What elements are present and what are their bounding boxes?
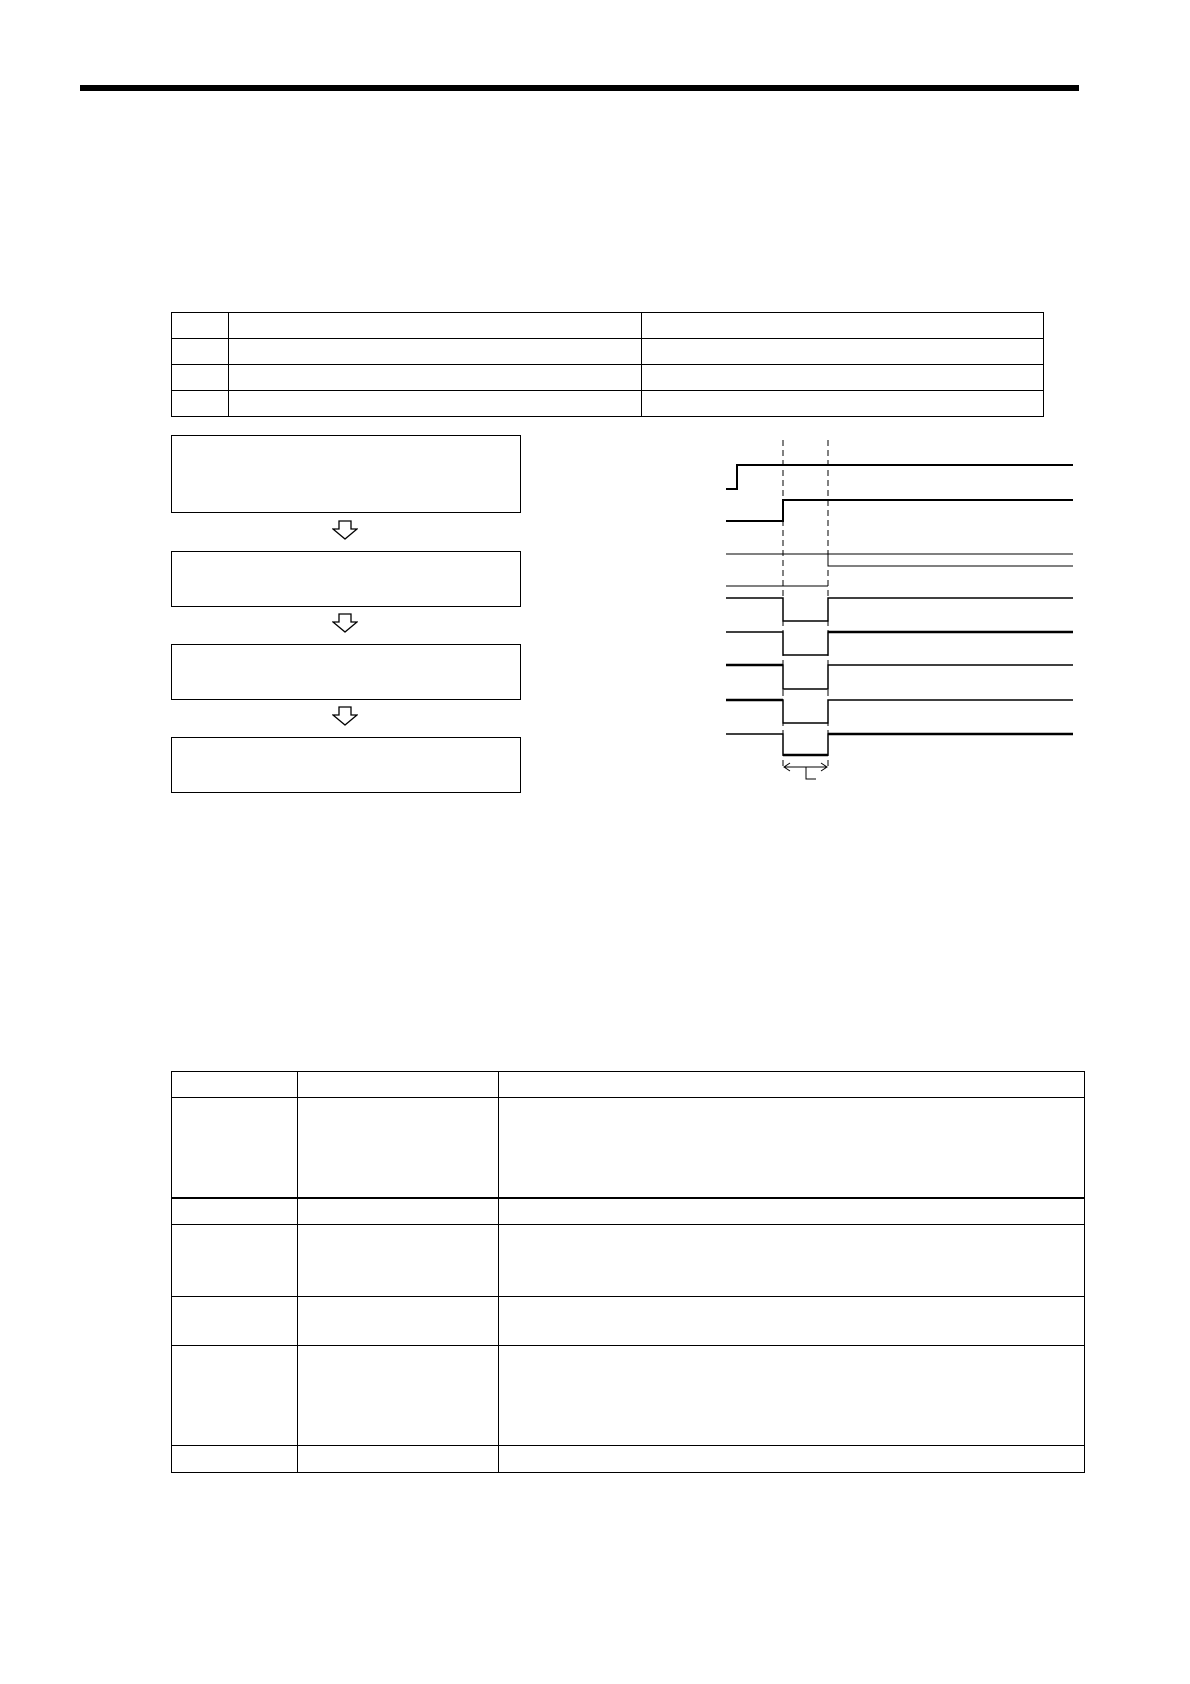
table-cell	[298, 1346, 499, 1446]
timing-signal-2	[726, 500, 1073, 521]
flow-box-2	[171, 551, 521, 607]
table-row	[172, 1198, 1085, 1225]
down-arrow-icon	[332, 706, 358, 726]
table-row	[172, 1297, 1085, 1346]
table-cell	[172, 365, 229, 391]
table-row	[172, 1346, 1085, 1446]
table-cell	[172, 1098, 298, 1198]
table-row	[172, 1225, 1085, 1297]
table-cell	[229, 391, 642, 417]
table-cell	[229, 365, 642, 391]
table-cell	[298, 1225, 499, 1297]
timing-signal-7	[726, 700, 1073, 723]
table-cell	[298, 1297, 499, 1346]
top-table	[171, 312, 1044, 417]
table-cell	[172, 1346, 298, 1446]
table-cell	[499, 1346, 1085, 1446]
table-cell	[499, 1198, 1085, 1225]
timing-signal-8	[726, 734, 1073, 755]
table-cell	[499, 1225, 1085, 1297]
table-cell	[172, 339, 229, 365]
table-cell	[642, 391, 1044, 417]
table-cell	[499, 1098, 1085, 1198]
table-cell	[298, 1198, 499, 1225]
table-row	[172, 391, 1044, 417]
table-cell	[499, 1297, 1085, 1346]
table-cell	[499, 1446, 1085, 1473]
table-cell	[229, 313, 642, 339]
timing-signal-6	[726, 665, 1073, 689]
timing-diagram	[720, 440, 1080, 800]
timing-signal-1	[726, 465, 1073, 489]
table-cell	[229, 339, 642, 365]
down-arrow-icon	[332, 613, 358, 633]
table-cell	[172, 313, 229, 339]
table-cell	[298, 1098, 499, 1198]
table-cell	[298, 1072, 499, 1098]
flow-box-1	[171, 435, 521, 513]
table-cell	[172, 1297, 298, 1346]
table-row	[172, 313, 1044, 339]
table-row	[172, 1446, 1085, 1473]
timing-interval-leader	[806, 767, 816, 779]
table-cell	[642, 365, 1044, 391]
table-row	[172, 1098, 1085, 1198]
table-row	[172, 365, 1044, 391]
down-arrow-icon	[332, 520, 358, 540]
table-cell	[172, 391, 229, 417]
header-rule	[80, 85, 1079, 91]
table-cell	[499, 1072, 1085, 1098]
timing-signal-4b	[726, 598, 1073, 621]
table-cell	[172, 1446, 298, 1473]
table-cell	[172, 1072, 298, 1098]
table-row	[172, 1072, 1085, 1098]
timing-signal-3b	[828, 554, 1073, 566]
table-cell	[172, 1225, 298, 1297]
timing-signal-5	[726, 632, 1073, 655]
flow-box-3	[171, 644, 521, 700]
bottom-table	[171, 1071, 1085, 1473]
flow-box-4	[171, 737, 521, 793]
table-cell	[642, 339, 1044, 365]
table-row	[172, 339, 1044, 365]
table-cell	[172, 1198, 298, 1225]
table-cell	[298, 1446, 499, 1473]
table-cell	[642, 313, 1044, 339]
